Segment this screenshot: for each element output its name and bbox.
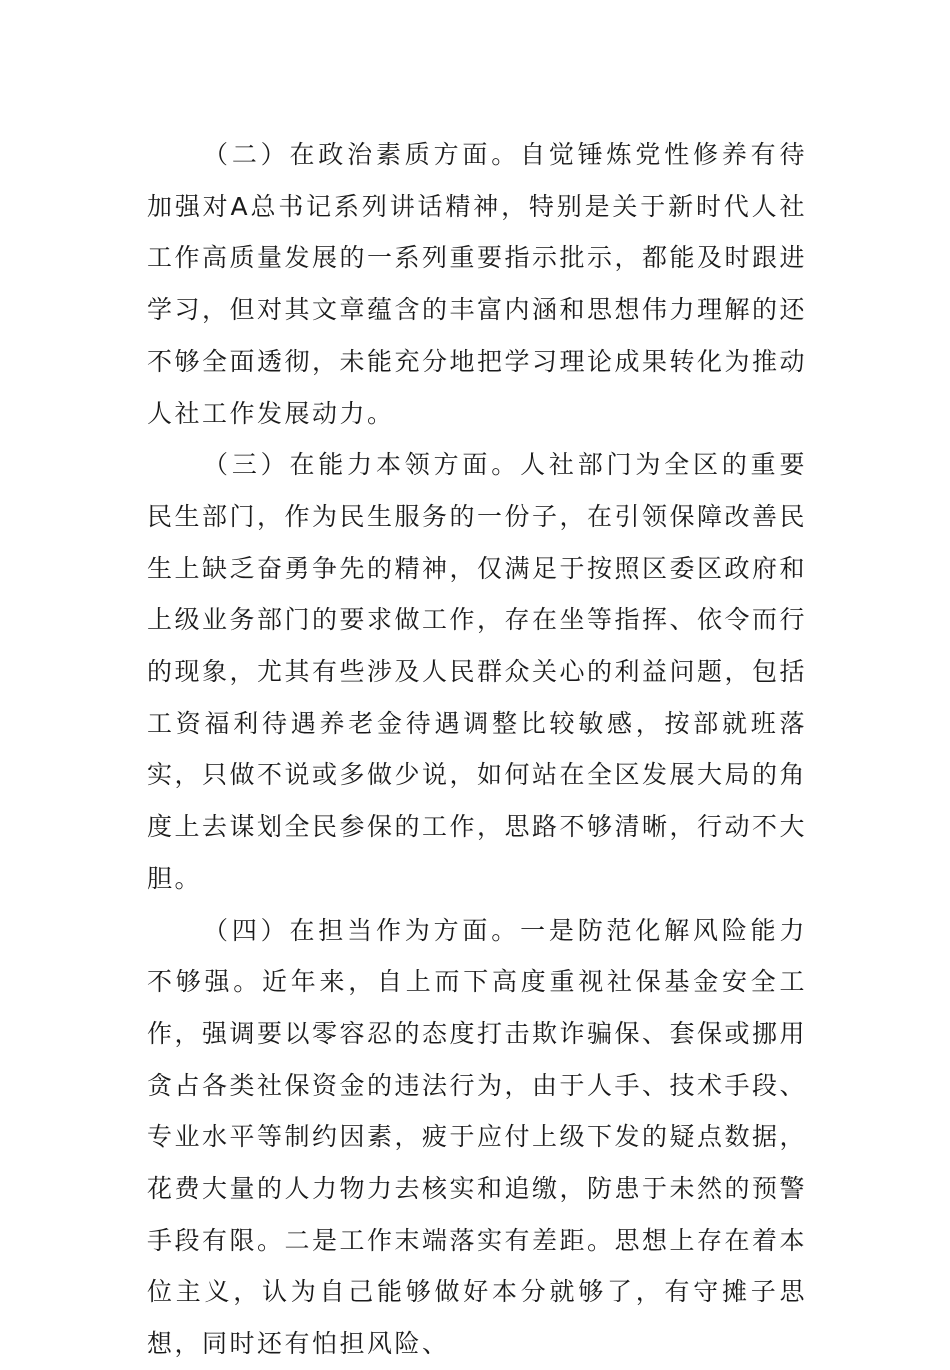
paragraph-responsibility: （四）在担当作为方面。一是防范化解风险能力不够强。近年来，自上而下高度重视社保基金安全工作，强调要以零容忍的态度打击欺诈骗保、套保或挪用贪占各类社保资金的违法行为，由于人手、技术手段、专业水平等制约因素，疲于应付上级下发的疑点数据，花费大量的人力物力去核实和追缴，防患于未然的预警手段有限。二是工作末端落实有差距。思想上存在着本位主义，认为自己能够做好本分就够了，有守摊子思想，同时还有怕担风险、 [147, 915, 808, 1359]
paragraph-political-quality: （二）在政治素质方面。自觉锤炼党性修养有待加强对A总书记系列讲话精神，特别是关于新时代人社工作高质量发展的一系列重要指示批示，都能及时跟进学习，但对其文章蕴含的丰富内涵和思想伟力理解的还不够全面透彻，未能充分地把学习理论成果转化为推动人社工作发展动力。 [147, 140, 808, 428]
paragraph-ability: （三）在能力本领方面。人社部门为全区的重要民生部门，作为民生服务的一份子，在引领保障改善民生上缺乏奋勇争先的精神，仅满足于按照区委区政府和上级业务部门的要求做工作，存在坐等指挥、依令而行的现象，尤其有些涉及人民群众关心的利益问题，包括工资福利待遇养老金待遇调整比较敏感，按部就班落实，只做不说或多做少说，如何站在全区发展大局的角度上去谋划全民参保的工作，思路不够清晰，行动不大胆。 [147, 450, 808, 893]
document-body [147, 129, 807, 1370]
